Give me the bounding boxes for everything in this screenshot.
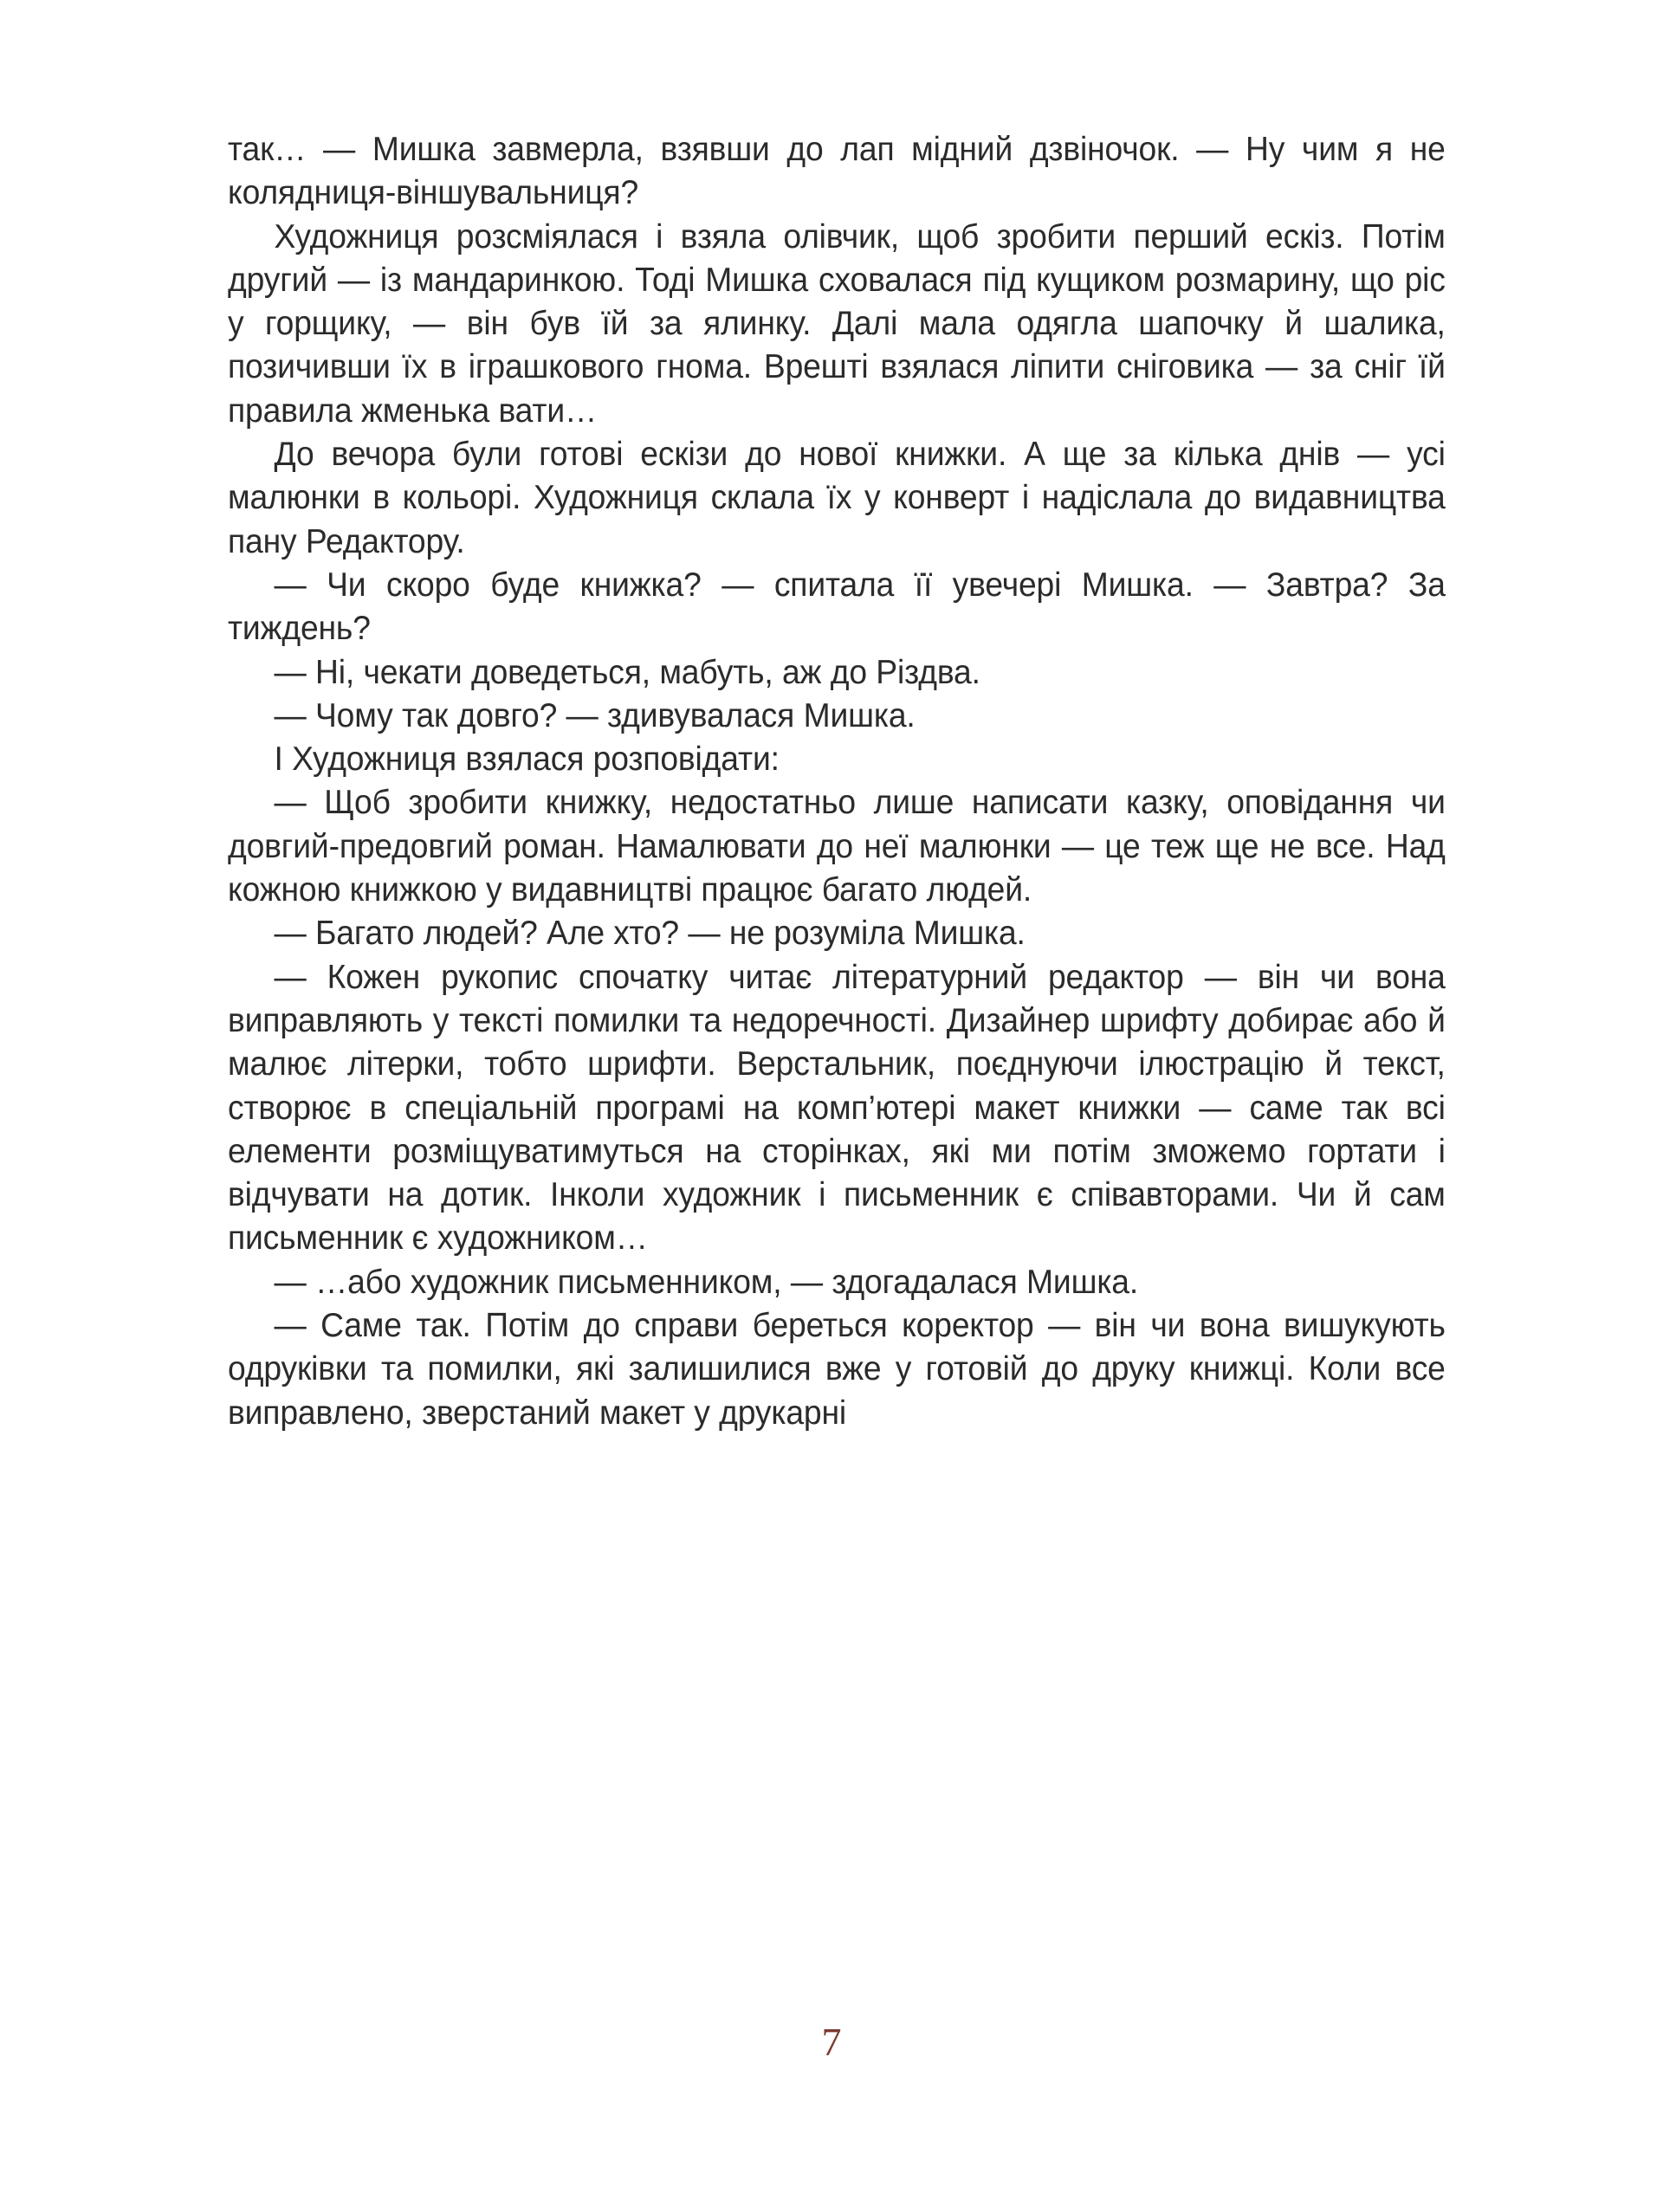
paragraph: — Чи скоро буде книжка? — спитала її увечері Мишка. — Завтра? За тиждень? bbox=[228, 566, 1446, 648]
paragraph: До вечора були готові ескізи до нової книжки. А ще за кілька днів — усі малюнки в кольорі. Художниця склала їх у конверт і надіслала до видавництва пану Редактору. bbox=[228, 436, 1446, 560]
paragraph: І Художниця взялася розповідати: bbox=[274, 741, 780, 779]
paragraph: — …або художник письменником, — здогадалася Мишка. bbox=[274, 1263, 1139, 1301]
paragraph: — Багато людей? Але хто? — не розуміла Мишка. bbox=[274, 915, 1026, 953]
page-number: 7 bbox=[821, 2020, 842, 2064]
paragraph: — Ні, чекати доведеться, мабуть, аж до Різдва. bbox=[274, 653, 980, 691]
paragraph: так… — Мишка завмерла, взявши до лап мідний дзвіночок. — Ну чим я не колядниця-віншувальниця? bbox=[228, 131, 1446, 212]
body-text-column bbox=[228, 128, 1446, 1435]
paragraph: Художниця розсміялася і взяла олівчик, щоб зробити перший ескіз. Потім другий — із мандаринкою. Тоді Мишка сховалася під кущиком розмарину, що ріс у горщику, — він був їй за ялинку. Далі мала одягла шапочку й шалика, позичивши їх в іграшкового гнома. Врешті взялася ліпити сніговика — за сніг їй правила жменька вати… bbox=[228, 217, 1446, 430]
paragraph: — Саме так. Потім до справи береться коректор — він чи вона вишукують одруківки та помилки, які залишилися вже у готовій до друку книжці. Коли все виправлено, зверстаний макет у друкарні bbox=[228, 1307, 1446, 1432]
paragraph: — Щоб зробити книжку, недостатньо лише написати казку, оповідання чи довгий-предовгий роман. Намалювати до неї малюнки — це теж ще не все. Над кожною книжкою у видавництві працює багато людей. bbox=[228, 784, 1446, 909]
paragraph: — Кожен рукопис спочатку читає літературний редактор — він чи вона виправляють у тексті помилки та недоречності. Дизайнер шрифту добирає або й малює літерки, тобто шрифти. Верстальник, поєднуючи ілюстрацію й текст, створює в спеціальній програмі на комп’ютері макет книжки — саме так всі елементи розміщуватимуться на сторінках, які ми потім зможемо гортати і відчувати на дотик. Інколи художник і письменник є співавторами. Чи й сам письменник є художником… bbox=[228, 958, 1446, 1258]
paragraph: — Чому так довго? — здивувалася Мишка. bbox=[274, 696, 916, 734]
